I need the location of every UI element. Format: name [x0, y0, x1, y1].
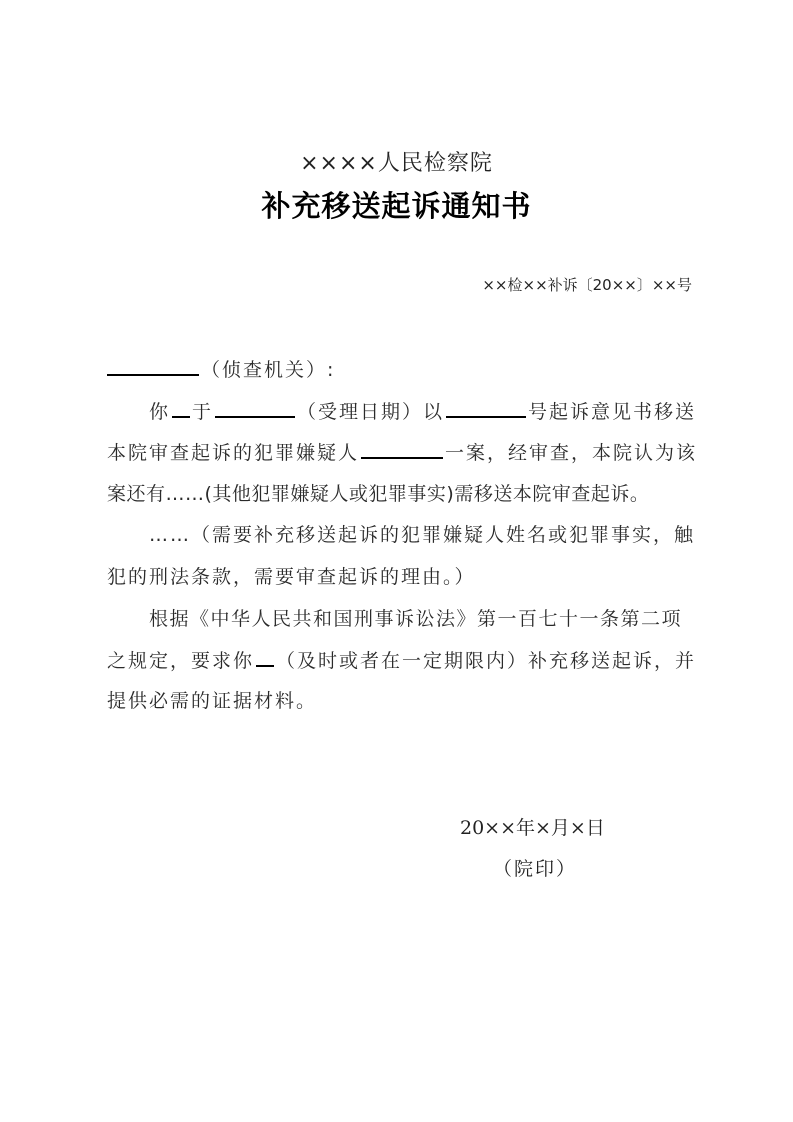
blank-suspect-name [361, 439, 443, 459]
text-supplement: （及时或者在一定期限内）补充移送起诉，并 [276, 650, 697, 672]
document-title: 补充移送起诉通知书 [261, 189, 532, 223]
paragraph-2-line-2: 犯的刑法条款，需要审查起诉的理由。） [107, 566, 476, 588]
text-on: 于 [192, 401, 214, 423]
addressee-line [107, 356, 335, 383]
blank-acceptance-date [215, 398, 295, 418]
text-review: 一案，经审查，本院认为该 [445, 442, 698, 464]
official-seal-note: （院印） [493, 858, 578, 880]
blank-investigation-agency [107, 356, 199, 376]
text-you: 你 [149, 401, 171, 423]
blank-opinion-number [446, 398, 526, 418]
blank-short-2 [256, 647, 274, 667]
paragraph-1-line-1 [149, 398, 696, 425]
paragraph-2-line-1: ……（需要补充移送起诉的犯罪嫌疑人姓名或犯罪事实，触 [149, 524, 696, 546]
issue-date: 20××年×月×日 [460, 817, 605, 839]
document-number: ××检××补诉〔20××〕××号 [482, 276, 692, 294]
text-acceptance-date: （受理日期）以 [297, 401, 445, 423]
issuing-organization: ××××人民检察院 [300, 151, 493, 176]
paragraph-3-line-2 [107, 647, 696, 674]
text-suspect: 本院审查起诉的犯罪嫌疑人 [107, 442, 360, 464]
addressee-suffix: （侦查机关）: [201, 359, 336, 381]
text-require: 之规定，要求你 [107, 650, 255, 672]
paragraph-3-line-3: 提供必需的证据材料。 [107, 690, 318, 712]
paragraph-1-line-2 [107, 439, 697, 466]
blank-short-1 [172, 398, 190, 418]
text-opinion-transfer: 号起诉意见书移送 [528, 401, 697, 423]
paragraph-1-line-3: 案还有……(其他犯罪嫌疑人或犯罪事实)需移送本院审查起诉。 [107, 483, 650, 505]
paragraph-3-line-1: 根据《中华人民共和国刑事诉讼法》第一百七十一条第二项 [149, 608, 683, 630]
